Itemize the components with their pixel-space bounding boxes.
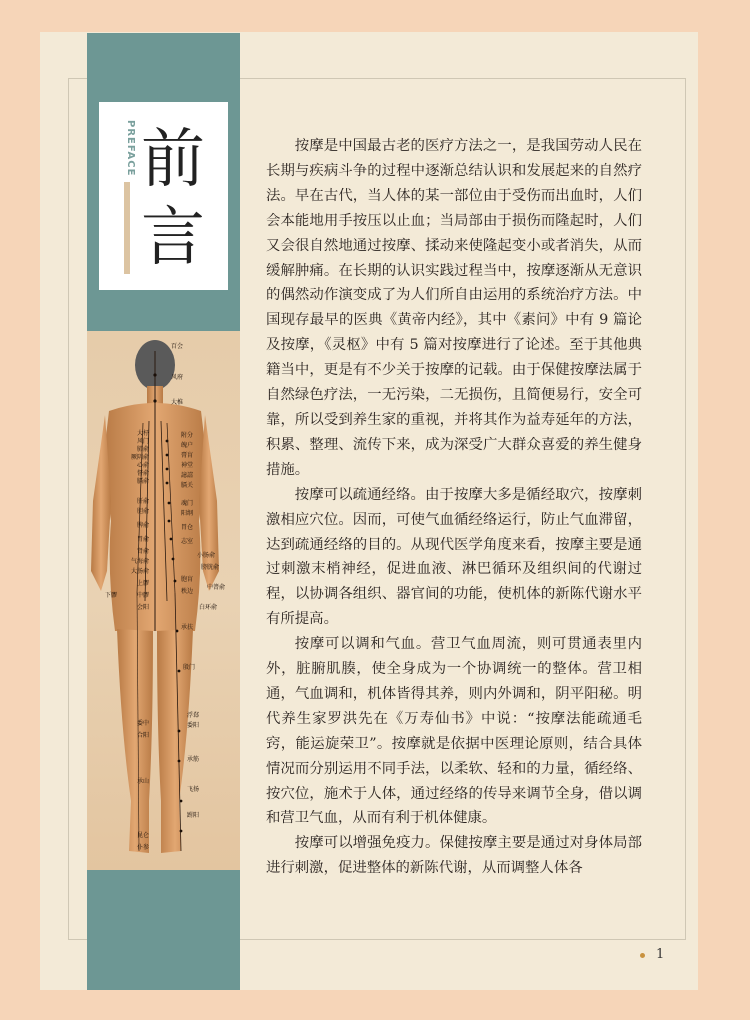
label-weizhong: 委中 — [136, 720, 149, 727]
label-dachangshu: 大肠俞 — [130, 568, 149, 575]
title-char-2: 言 — [141, 201, 205, 275]
label-weiyang: 委阳 — [187, 722, 200, 729]
label-yinmen: 殷门 — [183, 664, 196, 671]
label-feishu: 肺俞 — [136, 446, 149, 453]
label-weishu: 胃俞 — [136, 536, 149, 543]
human-back-illustration — [87, 331, 240, 870]
label-jueyinshu: 厥阴俞 — [130, 454, 149, 461]
label-pucan: 仆参 — [136, 844, 149, 851]
label-fengmen: 风门 — [136, 438, 149, 445]
label-pangguangshu: 膀胱俞 — [201, 564, 220, 571]
label-weicang: 胃仓 — [181, 524, 194, 531]
label-zhibian: 秩边 — [181, 588, 194, 595]
label-shangliao: 上髎 — [136, 580, 149, 587]
label-zhishi: 志室 — [181, 538, 194, 545]
title-char-1: 前 — [141, 123, 205, 197]
label-pohu: 魄户 — [181, 442, 194, 449]
label-baihuanshu: 白环俞 — [199, 604, 218, 611]
label-huiyang: 会阳 — [136, 604, 149, 611]
label-fufen: 附分 — [181, 432, 194, 439]
label-danshu: 胆俞 — [136, 508, 149, 515]
label-hunmen: 魂门 — [181, 500, 194, 507]
label-fengfu: 风府 — [171, 374, 184, 381]
label-pishu: 脾俞 — [136, 522, 149, 529]
label-heyang: 合阳 — [136, 732, 149, 739]
label-dazhu: 大杼 — [136, 430, 149, 437]
label-baohuang: 胞肓 — [181, 576, 194, 583]
preface-body — [266, 134, 642, 881]
label-fuxi: 浮郄 — [187, 712, 200, 719]
label-zhonglvshu: 中膂俞 — [207, 584, 226, 591]
page-number-dot — [640, 953, 645, 958]
label-dushu: 督俞 — [136, 470, 149, 477]
label-fuyang: 跗阳 — [187, 812, 200, 819]
label-chengjin: 承筋 — [187, 756, 200, 763]
label-xialiao: 下髎 — [105, 592, 118, 599]
label-qihaishu: 气海俞 — [130, 558, 149, 565]
label-baihui: 百会 — [171, 343, 184, 350]
page-number: 1 — [656, 947, 665, 962]
label-xinshu: 心俞 — [136, 462, 149, 469]
paragraph-4: 按摩可以增强免疫力。保健按摩主要是通过对身体局部进行刺激，促进整体的新陈代谢，从而调整人体各 — [266, 835, 642, 877]
paragraph-1: 按摩是中国最古老的医疗方法之一，是我国劳动人民在长期与疾病斗争的过程中逐渐总结认识和发展起来的自然疗法。早在古代，当人体的某一部位由于受伤而出血时，人们会本能地用手按压以止血；当局部由于损伤而隆起时，人们又会很自然地通过按摩、揉动来使隆起变小或者消失，从而缓解肿痛。在长期的认识实践过程当中，按摩逐渐从无意识的偶然动作演变成了为人们所自由运用的系统治疗方法。中国现存最早的医典《黄帝内经》，其中《素问》中有 9 篇论及按摩，《灵枢》中有 5 篇对按摩进行了论述。至于其他典籍当中，更是有不少关于按摩的记载。由于保健按摩法属于自然绿色疗法，一无污染，二无损伤，且简便易行，安全可靠，所以受到养生家的重视，并将其作为益寿延年的方法，积累、整理、流传下来，成为深受广大群众喜爱的养生健身措施。 — [266, 138, 642, 478]
label-shentang: 神堂 — [181, 462, 194, 469]
label-gaohuang: 膏肓 — [181, 452, 194, 459]
label-chengshan: 承山 — [136, 778, 149, 785]
label-kunlun: 昆仑 — [136, 832, 149, 839]
label-zhongliao: 中髎 — [136, 592, 149, 599]
preface-label: PREFACE — [125, 120, 136, 177]
label-yanggang: 阳纲 — [181, 510, 194, 517]
label-dazhui: 大椎 — [171, 399, 184, 406]
label-chengfu: 承扶 — [181, 624, 194, 631]
title-card — [99, 102, 228, 290]
label-geguan: 膈关 — [181, 482, 194, 489]
paragraph-2: 按摩可以疏通经络。由于按摩大多是循经取穴，按摩刺激相应穴位。因而，可使气血循经络运行，防止气血滞留，达到疏通经络的目的。从现代医学角度来看，按摩主要是通过刺激末梢神经，促进血液、淋巴循环及组织间的代谢过程，以协调各组织、器官间的功能，使机体的新陈代谢水平有所提高。 — [266, 486, 642, 628]
label-shenshu: 肾俞 — [136, 548, 149, 555]
label-yixi: 譩譆 — [181, 472, 194, 479]
acupoint-figure — [87, 331, 240, 870]
label-feiyang: 飞扬 — [187, 786, 200, 793]
label-ganshu: 肝俞 — [136, 498, 149, 505]
title-accent-bar — [124, 182, 130, 274]
label-xiaochangshu: 小肠俞 — [197, 552, 216, 559]
teal-footer-block — [87, 870, 240, 990]
label-geshu: 膈俞 — [136, 478, 149, 485]
paragraph-3: 按摩可以调和气血。营卫气血周流，则可贯通表里内外，脏腑肌腠，使全身成为一个协调统一的整体。营卫相通，气血调和，机体皆得其养，则内外调和，阴平阳秘。明代养生家罗洪先在《万寿仙书》中说：“按摩法能疏通毛窍，能运旋荣卫”。按摩就是依据中医理论原则，结合具体情况而分别运用不同手法，以柔软、轻和的力量，循经络、按穴位，施术于人体，通过经络的传导来调节全身，借以调和营卫气血，从而有利于机体健康。 — [266, 636, 642, 827]
